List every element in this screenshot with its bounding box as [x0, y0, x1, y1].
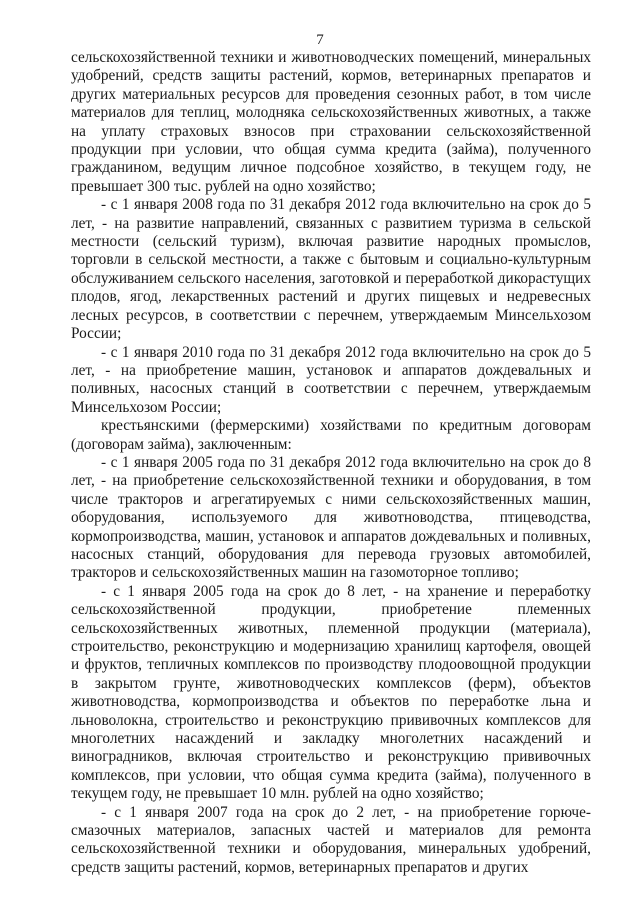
paragraph-fuel: - с 1 января 2007 года на срок до 2 лет, - на приобретение горюче-смазочных материалов, запасных частей и материалов для ремонта сельскохозяйственной техники и оборудования, минеральных удобрений, средств защиты растений, кормов, ветеринарных препаратов и других [71, 803, 591, 876]
page-number: 7 [316, 32, 324, 48]
paragraph-tourism: - с 1 января 2008 года по 31 декабря 2012 года включительно на срок до 5 лет, - на развитие направлений, связанных с развитием туризма в сельской местности (сельский туризм), включая развитие народных промыслов, торговли в сельской местности, а также с бытовым и социально-культурным обслуживанием сельского населения, заготовкой и переработкой дикорастущих плодов, ягод, лекарственных растений и других пищевых и недревесных лесных ресурсов, в соответствии с перечнем, утверждаемым Минсельхозом России; [71, 196, 591, 343]
paragraph-farms-intro: крестьянскими (фермерскими) хозяйствами по кредитным договорам (договорам займа), заключенным: [71, 417, 591, 453]
paragraph-processing: - с 1 января 2005 года на срок до 8 лет, - на хранение и переработку сельскохозяйственной продукции, приобретение племенных сельскохозяйственных животных, племенной продукции (материала), строительство, реконструкцию и модернизацию хранилищ картофеля, овощей и фруктов, тепличных комплексов по производству плодоовощной продукции в закрытом грунте, животноводческих комплексов (ферм), объектов животноводства, кормопроизводства и объектов по переработке льна и льноволокна, строительство и реконструкцию прививочных комплексов для многолетних насаждений и закладку многолетних насаждений и виноградников, включая строительство и реконструкцию прививочных комплексов, при условии, что общая сумма кредита (займа), полученного в текущем году, не превышает 10 млн. рублей на одно хозяйство; [71, 582, 591, 803]
paragraph-irrigation: - с 1 января 2010 года по 31 декабря 2012 года включительно на срок до 5 лет, - на приобретение машин, установок и аппаратов дождевальных и поливных, насосных станций в соответствии с перечнем, утверждаемым Минсельхозом России; [71, 343, 591, 416]
paragraph-machinery: - с 1 января 2005 года по 31 декабря 2012 года включительно на срок до 8 лет, - на приобретение сельскохозяйственной техники и оборудования, в том числе тракторов и агрегатируемых с ними сельскохозяйственных машин, оборудования, используемого для животноводства, птицеводства, кормопроизводства, машин, установок и аппаратов дождевальных и поливных, насосных станций, оборудования для перевода грузовых автомобилей, тракторов и сельскохозяйственных машин на газомоторное топливо; [71, 453, 591, 582]
paragraph-continuation: сельскохозяйственной техники и животноводческих помещений, минеральных удобрений, средств защиты растений, кормов, ветеринарных препаратов и других материальных ресурсов для проведения сезонных работ, в том числе материалов для теплиц, молодняка сельскохозяйственных животных, а также на уплату страховых взносов при страховании сельскохозяйственной продукции при условии, что общая сумма кредита (займа), полученного гражданином, ведущим личное подсобное хозяйство, в текущем году, не превышает 300 тыс. рублей на одно хозяйство; [71, 49, 591, 195]
body-text [71, 49, 591, 877]
